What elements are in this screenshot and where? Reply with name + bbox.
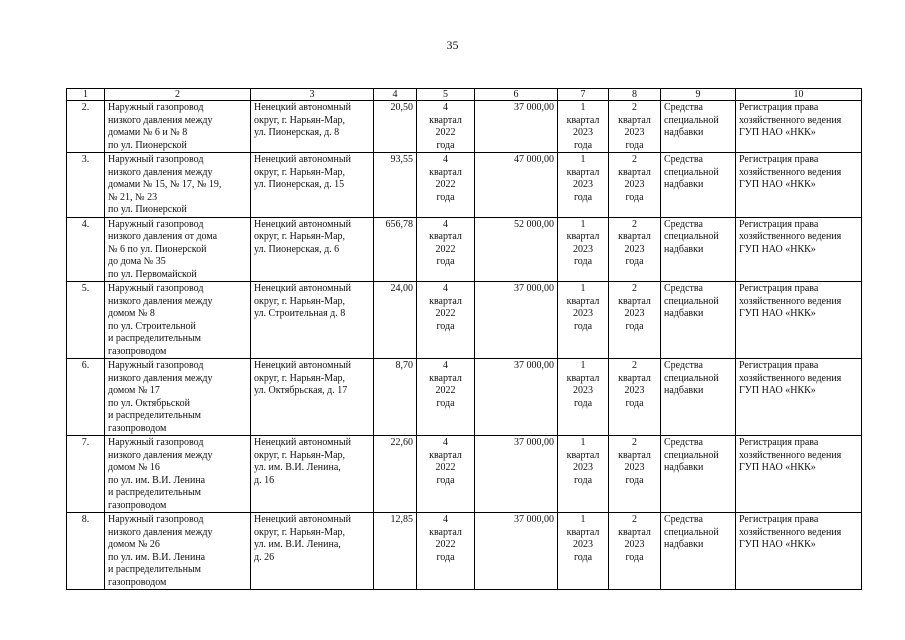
pipeline-length: 12,85 xyxy=(374,513,417,590)
cost-value: 37 000,00 xyxy=(475,436,558,513)
object-name: Наружный газопровод низкого давления от дома № 6 по ул. Пионерской до дома № 35 по ул. Первомайской xyxy=(105,217,251,282)
object-name: Наружный газопровод низкого давления между домом № 8 по ул. Строительной и распределительным газопроводом xyxy=(105,282,251,359)
object-name: Наружный газопровод низкого давления между домами № 6 и № 8 по ул. Пионерской xyxy=(105,101,251,153)
cost-value: 47 000,00 xyxy=(475,153,558,218)
row-number: 6. xyxy=(67,359,105,436)
table-row xyxy=(67,513,862,590)
funding-source: Средства специальной надбавки xyxy=(661,282,736,359)
column-number: 2 xyxy=(105,89,251,101)
note: Регистрация права хозяйственного ведения ГУП НАО «НКК» xyxy=(736,101,862,153)
object-name: Наружный газопровод низкого давления между домом № 26 по ул. им. В.И. Ленина и распределительным газопроводом xyxy=(105,513,251,590)
registration-date: 2 квартал 2023 года xyxy=(609,282,661,359)
table-row xyxy=(67,282,862,359)
column-number: 5 xyxy=(417,89,475,101)
funding-source: Средства специальной надбавки xyxy=(661,217,736,282)
row-number: 8. xyxy=(67,513,105,590)
funding-source: Средства специальной надбавки xyxy=(661,513,736,590)
page-number: 35 xyxy=(446,38,459,52)
column-number: 7 xyxy=(558,89,609,101)
pipeline-length: 8,70 xyxy=(374,359,417,436)
gas-pipeline-table xyxy=(66,88,862,590)
object-address: Ненецкий автономный округ, г. Нарьян-Мар, ул. Пионерская, д. 8 xyxy=(251,101,374,153)
start-date: 4 квартал 2022 года xyxy=(417,513,475,590)
end-date: 1 квартал 2023 года xyxy=(558,217,609,282)
start-date: 4 квартал 2022 года xyxy=(417,101,475,153)
funding-source: Средства специальной надбавки xyxy=(661,359,736,436)
object-address: Ненецкий автономный округ, г. Нарьян-Мар, ул. им. В.И. Ленина, д. 16 xyxy=(251,436,374,513)
funding-source: Средства специальной надбавки xyxy=(661,153,736,218)
column-number: 6 xyxy=(475,89,558,101)
cost-value: 37 000,00 xyxy=(475,101,558,153)
object-address: Ненецкий автономный округ, г. Нарьян-Мар, ул. Октябрьская, д. 17 xyxy=(251,359,374,436)
end-date: 1 квартал 2023 года xyxy=(558,282,609,359)
pipeline-length: 93,55 xyxy=(374,153,417,218)
start-date: 4 квартал 2022 года xyxy=(417,436,475,513)
object-address: Ненецкий автономный округ, г. Нарьян-Мар, ул. Пионерская, д. 6 xyxy=(251,217,374,282)
table-row xyxy=(67,101,862,153)
pipeline-length: 24,00 xyxy=(374,282,417,359)
note: Регистрация права хозяйственного ведения ГУП НАО «НКК» xyxy=(736,359,862,436)
cost-value: 37 000,00 xyxy=(475,513,558,590)
row-number: 5. xyxy=(67,282,105,359)
row-number: 3. xyxy=(67,153,105,218)
registration-date: 2 квартал 2023 года xyxy=(609,217,661,282)
object-name: Наружный газопровод низкого давления между домом № 17 по ул. Октябрьской и распределительным газопроводом xyxy=(105,359,251,436)
table-row xyxy=(67,217,862,282)
note: Регистрация права хозяйственного ведения ГУП НАО «НКК» xyxy=(736,436,862,513)
object-name: Наружный газопровод низкого давления между домами № 15, № 17, № 19, № 21, № 23 по ул. Пионерской xyxy=(105,153,251,218)
registration-date: 2 квартал 2023 года xyxy=(609,436,661,513)
table-row xyxy=(67,153,862,218)
pipeline-length: 22,60 xyxy=(374,436,417,513)
cost-value: 37 000,00 xyxy=(475,282,558,359)
pipeline-length: 20,50 xyxy=(374,101,417,153)
column-number: 10 xyxy=(736,89,862,101)
end-date: 1 квартал 2023 года xyxy=(558,153,609,218)
column-number: 9 xyxy=(661,89,736,101)
start-date: 4 квартал 2022 года xyxy=(417,359,475,436)
object-address: Ненецкий автономный округ, г. Нарьян-Мар, ул. Строительная д. 8 xyxy=(251,282,374,359)
pipeline-length: 656,78 xyxy=(374,217,417,282)
note: Регистрация права хозяйственного ведения ГУП НАО «НКК» xyxy=(736,282,862,359)
end-date: 1 квартал 2023 года xyxy=(558,101,609,153)
column-number: 8 xyxy=(609,89,661,101)
start-date: 4 квартал 2022 года xyxy=(417,217,475,282)
column-number: 3 xyxy=(251,89,374,101)
cost-value: 37 000,00 xyxy=(475,359,558,436)
registration-date: 2 квартал 2023 года xyxy=(609,359,661,436)
registration-date: 2 квартал 2023 года xyxy=(609,101,661,153)
object-address: Ненецкий автономный округ, г. Нарьян-Мар, ул. Пионерская, д. 15 xyxy=(251,153,374,218)
table-row xyxy=(67,359,862,436)
row-number: 4. xyxy=(67,217,105,282)
table-row xyxy=(67,436,862,513)
start-date: 4 квартал 2022 года xyxy=(417,153,475,218)
note: Регистрация права хозяйственного ведения ГУП НАО «НКК» xyxy=(736,217,862,282)
column-number-row xyxy=(67,89,862,101)
end-date: 1 квартал 2023 года xyxy=(558,359,609,436)
start-date: 4 квартал 2022 года xyxy=(417,282,475,359)
registration-date: 2 квартал 2023 года xyxy=(609,153,661,218)
funding-source: Средства специальной надбавки xyxy=(661,436,736,513)
end-date: 1 квартал 2023 года xyxy=(558,513,609,590)
object-address: Ненецкий автономный округ, г. Нарьян-Мар, ул. им. В.И. Ленина, д. 26 xyxy=(251,513,374,590)
row-number: 2. xyxy=(67,101,105,153)
registration-date: 2 квартал 2023 года xyxy=(609,513,661,590)
object-name: Наружный газопровод низкого давления между домом № 16 по ул. им. В.И. Ленина и распределительным газопроводом xyxy=(105,436,251,513)
row-number: 7. xyxy=(67,436,105,513)
column-number: 4 xyxy=(374,89,417,101)
note: Регистрация права хозяйственного ведения ГУП НАО «НКК» xyxy=(736,513,862,590)
funding-source: Средства специальной надбавки xyxy=(661,101,736,153)
cost-value: 52 000,00 xyxy=(475,217,558,282)
note: Регистрация права хозяйственного ведения ГУП НАО «НКК» xyxy=(736,153,862,218)
table-body xyxy=(67,89,862,590)
column-number: 1 xyxy=(67,89,105,101)
end-date: 1 квартал 2023 года xyxy=(558,436,609,513)
